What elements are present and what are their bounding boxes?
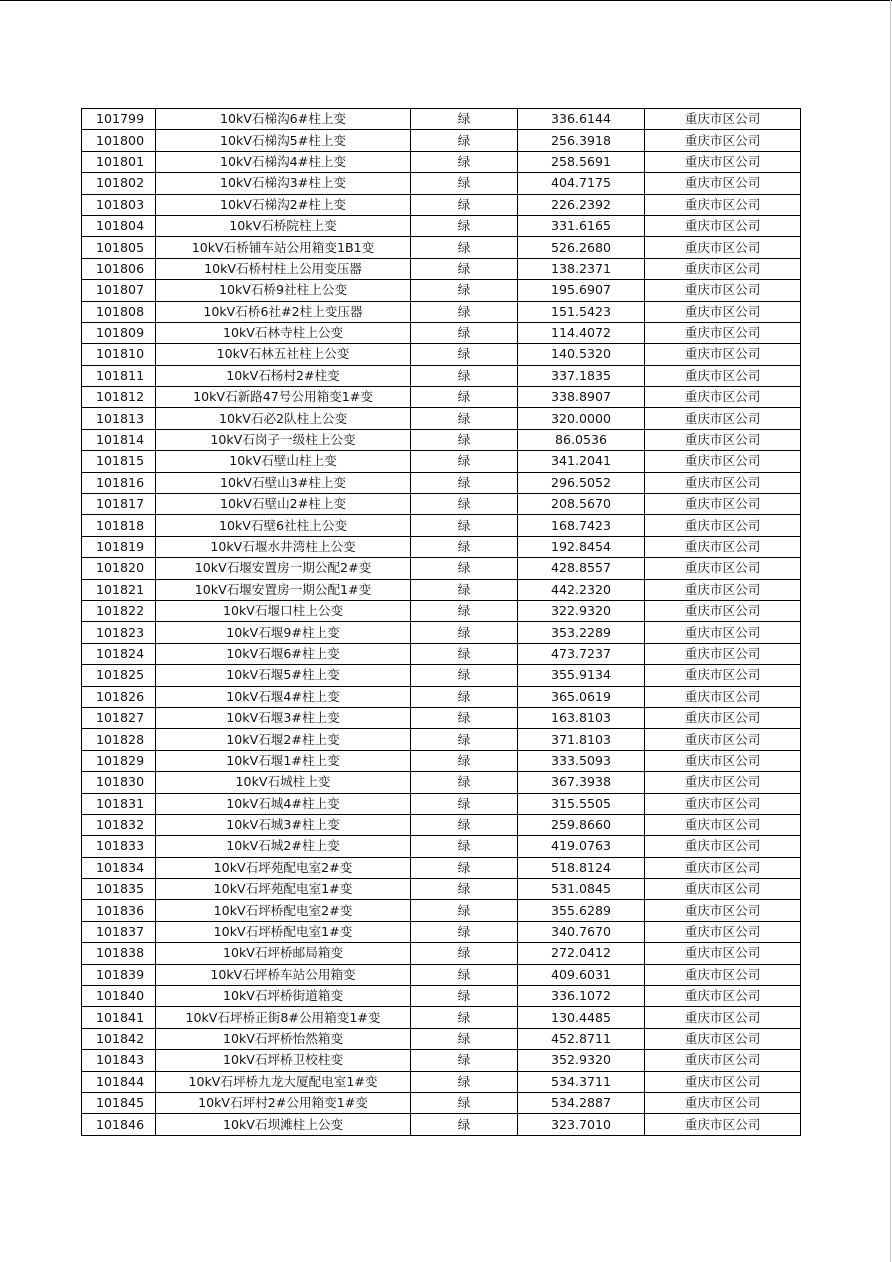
row-company-cell: 重庆市区公司 xyxy=(645,472,801,493)
row-company-cell: 重庆市区公司 xyxy=(645,600,801,621)
row-value-cell: 531.0845 xyxy=(518,879,645,900)
row-value-cell: 323.7010 xyxy=(518,1114,645,1135)
row-color-cell: 绿 xyxy=(411,900,518,921)
row-id-cell: 101799 xyxy=(82,109,156,130)
table-row xyxy=(82,280,801,301)
table-row xyxy=(82,387,801,408)
row-company-cell: 重庆市区公司 xyxy=(645,344,801,365)
row-id-cell: 101836 xyxy=(82,900,156,921)
row-id-cell: 101827 xyxy=(82,707,156,728)
row-name-cell: 10kV石桥9社柱上公变 xyxy=(156,280,411,301)
row-value-cell: 333.5093 xyxy=(518,750,645,771)
row-name-cell: 10kV石坪桥配电室2#变 xyxy=(156,900,411,921)
row-color-cell: 绿 xyxy=(411,536,518,557)
row-name-cell: 10kV石堰1#柱上变 xyxy=(156,750,411,771)
row-company-cell: 重庆市区公司 xyxy=(645,215,801,236)
table-row xyxy=(82,1028,801,1049)
row-company-cell: 重庆市区公司 xyxy=(645,258,801,279)
table-row xyxy=(82,1007,801,1028)
row-company-cell: 重庆市区公司 xyxy=(645,558,801,579)
row-name-cell: 10kV石坪村2#公用箱变1#变 xyxy=(156,1092,411,1113)
row-id-cell: 101831 xyxy=(82,793,156,814)
row-value-cell: 355.6289 xyxy=(518,900,645,921)
row-company-cell: 重庆市区公司 xyxy=(645,301,801,322)
row-company-cell: 重庆市区公司 xyxy=(645,151,801,172)
row-company-cell: 重庆市区公司 xyxy=(645,921,801,942)
row-color-cell: 绿 xyxy=(411,750,518,771)
row-color-cell: 绿 xyxy=(411,1007,518,1028)
table-row xyxy=(82,1114,801,1135)
row-name-cell: 10kV石堰水井湾柱上公变 xyxy=(156,536,411,557)
row-value-cell: 419.0763 xyxy=(518,836,645,857)
table-row xyxy=(82,665,801,686)
row-company-cell: 重庆市区公司 xyxy=(645,943,801,964)
row-color-cell: 绿 xyxy=(411,686,518,707)
row-color-cell: 绿 xyxy=(411,365,518,386)
row-value-cell: 353.2289 xyxy=(518,622,645,643)
row-id-cell: 101809 xyxy=(82,322,156,343)
row-id-cell: 101845 xyxy=(82,1092,156,1113)
row-value-cell: 365.0619 xyxy=(518,686,645,707)
row-value-cell: 258.5691 xyxy=(518,151,645,172)
table-row xyxy=(82,1092,801,1113)
row-id-cell: 101818 xyxy=(82,515,156,536)
table-row xyxy=(82,130,801,151)
table-row xyxy=(82,215,801,236)
row-company-cell: 重庆市区公司 xyxy=(645,173,801,194)
row-company-cell: 重庆市区公司 xyxy=(645,643,801,664)
row-id-cell: 101843 xyxy=(82,1050,156,1071)
row-id-cell: 101801 xyxy=(82,151,156,172)
row-name-cell: 10kV石壁山2#柱上变 xyxy=(156,494,411,515)
row-id-cell: 101824 xyxy=(82,643,156,664)
row-name-cell: 10kV石坪苑配电室1#变 xyxy=(156,879,411,900)
row-company-cell: 重庆市区公司 xyxy=(645,686,801,707)
row-value-cell: 272.0412 xyxy=(518,943,645,964)
table-row xyxy=(82,964,801,985)
table-row xyxy=(82,237,801,258)
row-company-cell: 重庆市区公司 xyxy=(645,1114,801,1135)
row-color-cell: 绿 xyxy=(411,215,518,236)
row-color-cell: 绿 xyxy=(411,665,518,686)
table-row xyxy=(82,365,801,386)
row-name-cell: 10kV石坪桥配电室1#变 xyxy=(156,921,411,942)
row-value-cell: 256.3918 xyxy=(518,130,645,151)
page-right-border xyxy=(890,0,891,1262)
row-name-cell: 10kV石堰5#柱上变 xyxy=(156,665,411,686)
row-name-cell: 10kV石壁山3#柱上变 xyxy=(156,472,411,493)
row-value-cell: 473.7237 xyxy=(518,643,645,664)
row-value-cell: 355.9134 xyxy=(518,665,645,686)
row-color-cell: 绿 xyxy=(411,836,518,857)
row-name-cell: 10kV石坪桥正街8#公用箱变1#变 xyxy=(156,1007,411,1028)
row-id-cell: 101830 xyxy=(82,772,156,793)
row-id-cell: 101802 xyxy=(82,173,156,194)
row-color-cell: 绿 xyxy=(411,344,518,365)
table-row xyxy=(82,408,801,429)
row-value-cell: 130.4485 xyxy=(518,1007,645,1028)
row-color-cell: 绿 xyxy=(411,857,518,878)
table-row xyxy=(82,494,801,515)
table-row xyxy=(82,429,801,450)
row-company-cell: 重庆市区公司 xyxy=(645,237,801,258)
row-id-cell: 101811 xyxy=(82,365,156,386)
row-value-cell: 452.8711 xyxy=(518,1028,645,1049)
row-id-cell: 101819 xyxy=(82,536,156,557)
row-value-cell: 371.8103 xyxy=(518,729,645,750)
row-company-cell: 重庆市区公司 xyxy=(645,429,801,450)
row-name-cell: 10kV石梯沟4#柱上变 xyxy=(156,151,411,172)
row-name-cell: 10kV石林五社柱上公变 xyxy=(156,344,411,365)
table-row xyxy=(82,472,801,493)
row-company-cell: 重庆市区公司 xyxy=(645,857,801,878)
row-id-cell: 101842 xyxy=(82,1028,156,1049)
row-name-cell: 10kV石新路47号公用箱变1#变 xyxy=(156,387,411,408)
table-row xyxy=(82,793,801,814)
row-color-cell: 绿 xyxy=(411,1092,518,1113)
row-color-cell: 绿 xyxy=(411,194,518,215)
row-company-cell: 重庆市区公司 xyxy=(645,836,801,857)
row-company-cell: 重庆市区公司 xyxy=(645,707,801,728)
transformer-table xyxy=(81,108,801,1136)
row-value-cell: 168.7423 xyxy=(518,515,645,536)
table-row xyxy=(82,322,801,343)
row-color-cell: 绿 xyxy=(411,579,518,600)
row-color-cell: 绿 xyxy=(411,322,518,343)
row-company-cell: 重庆市区公司 xyxy=(645,1050,801,1071)
row-name-cell: 10kV石坪桥卫校柱变 xyxy=(156,1050,411,1071)
row-company-cell: 重庆市区公司 xyxy=(645,1092,801,1113)
table-row xyxy=(82,643,801,664)
row-company-cell: 重庆市区公司 xyxy=(645,814,801,835)
row-company-cell: 重庆市区公司 xyxy=(645,879,801,900)
row-color-cell: 绿 xyxy=(411,387,518,408)
row-id-cell: 101837 xyxy=(82,921,156,942)
row-company-cell: 重庆市区公司 xyxy=(645,536,801,557)
row-name-cell: 10kV石城2#柱上变 xyxy=(156,836,411,857)
row-name-cell: 10kV石城柱上变 xyxy=(156,772,411,793)
row-company-cell: 重庆市区公司 xyxy=(645,579,801,600)
row-name-cell: 10kV石杨村2#柱变 xyxy=(156,365,411,386)
row-company-cell: 重庆市区公司 xyxy=(645,1028,801,1049)
row-value-cell: 534.2887 xyxy=(518,1092,645,1113)
row-id-cell: 101820 xyxy=(82,558,156,579)
row-name-cell: 10kV石堰安置房一期公配1#变 xyxy=(156,579,411,600)
row-id-cell: 101839 xyxy=(82,964,156,985)
row-id-cell: 101806 xyxy=(82,258,156,279)
row-color-cell: 绿 xyxy=(411,943,518,964)
row-color-cell: 绿 xyxy=(411,130,518,151)
row-value-cell: 151.5423 xyxy=(518,301,645,322)
table-row xyxy=(82,707,801,728)
row-id-cell: 101810 xyxy=(82,344,156,365)
row-id-cell: 101822 xyxy=(82,600,156,621)
row-value-cell: 226.2392 xyxy=(518,194,645,215)
row-name-cell: 10kV石梯沟6#柱上变 xyxy=(156,109,411,130)
row-color-cell: 绿 xyxy=(411,301,518,322)
row-name-cell: 10kV石必2队柱上公变 xyxy=(156,408,411,429)
row-id-cell: 101803 xyxy=(82,194,156,215)
row-id-cell: 101829 xyxy=(82,750,156,771)
row-name-cell: 10kV石堰安置房一期公配2#变 xyxy=(156,558,411,579)
row-company-cell: 重庆市区公司 xyxy=(645,1007,801,1028)
row-value-cell: 409.6031 xyxy=(518,964,645,985)
row-name-cell: 10kV石桥村柱上公用变压器 xyxy=(156,258,411,279)
table-row xyxy=(82,1050,801,1071)
row-company-cell: 重庆市区公司 xyxy=(645,130,801,151)
row-color-cell: 绿 xyxy=(411,429,518,450)
row-company-cell: 重庆市区公司 xyxy=(645,622,801,643)
row-id-cell: 101838 xyxy=(82,943,156,964)
table-row xyxy=(82,173,801,194)
row-id-cell: 101834 xyxy=(82,857,156,878)
row-color-cell: 绿 xyxy=(411,173,518,194)
row-color-cell: 绿 xyxy=(411,472,518,493)
row-value-cell: 526.2680 xyxy=(518,237,645,258)
row-company-cell: 重庆市区公司 xyxy=(645,109,801,130)
row-id-cell: 101833 xyxy=(82,836,156,857)
row-name-cell: 10kV石梯沟3#柱上变 xyxy=(156,173,411,194)
row-color-cell: 绿 xyxy=(411,964,518,985)
row-id-cell: 101826 xyxy=(82,686,156,707)
row-value-cell: 140.5320 xyxy=(518,344,645,365)
table-row xyxy=(82,814,801,835)
table-row xyxy=(82,151,801,172)
row-value-cell: 338.8907 xyxy=(518,387,645,408)
row-name-cell: 10kV石坪桥车站公用箱变 xyxy=(156,964,411,985)
row-id-cell: 101828 xyxy=(82,729,156,750)
row-name-cell: 10kV石堰3#柱上变 xyxy=(156,707,411,728)
row-color-cell: 绿 xyxy=(411,643,518,664)
table-row xyxy=(82,921,801,942)
row-name-cell: 10kV石壁山柱上变 xyxy=(156,451,411,472)
row-id-cell: 101840 xyxy=(82,986,156,1007)
row-id-cell: 101823 xyxy=(82,622,156,643)
table-row xyxy=(82,579,801,600)
table-row xyxy=(82,750,801,771)
row-company-cell: 重庆市区公司 xyxy=(645,387,801,408)
row-company-cell: 重庆市区公司 xyxy=(645,772,801,793)
row-color-cell: 绿 xyxy=(411,109,518,130)
row-company-cell: 重庆市区公司 xyxy=(645,793,801,814)
row-id-cell: 101805 xyxy=(82,237,156,258)
row-value-cell: 404.7175 xyxy=(518,173,645,194)
row-name-cell: 10kV石桥6社#2柱上变压器 xyxy=(156,301,411,322)
row-value-cell: 114.4072 xyxy=(518,322,645,343)
row-company-cell: 重庆市区公司 xyxy=(645,900,801,921)
row-id-cell: 101804 xyxy=(82,215,156,236)
row-company-cell: 重庆市区公司 xyxy=(645,665,801,686)
row-value-cell: 320.0000 xyxy=(518,408,645,429)
row-name-cell: 10kV石林寺柱上公变 xyxy=(156,322,411,343)
row-name-cell: 10kV石梯沟2#柱上变 xyxy=(156,194,411,215)
row-id-cell: 101814 xyxy=(82,429,156,450)
row-color-cell: 绿 xyxy=(411,515,518,536)
row-value-cell: 208.5670 xyxy=(518,494,645,515)
row-id-cell: 101808 xyxy=(82,301,156,322)
row-id-cell: 101835 xyxy=(82,879,156,900)
row-color-cell: 绿 xyxy=(411,1050,518,1071)
row-color-cell: 绿 xyxy=(411,408,518,429)
row-value-cell: 367.3938 xyxy=(518,772,645,793)
row-id-cell: 101812 xyxy=(82,387,156,408)
row-company-cell: 重庆市区公司 xyxy=(645,964,801,985)
table-row xyxy=(82,194,801,215)
row-value-cell: 341.2041 xyxy=(518,451,645,472)
row-value-cell: 340.7670 xyxy=(518,921,645,942)
row-company-cell: 重庆市区公司 xyxy=(645,750,801,771)
row-value-cell: 86.0536 xyxy=(518,429,645,450)
row-name-cell: 10kV石桥院柱上变 xyxy=(156,215,411,236)
row-value-cell: 296.5052 xyxy=(518,472,645,493)
row-color-cell: 绿 xyxy=(411,814,518,835)
row-value-cell: 336.1072 xyxy=(518,986,645,1007)
row-id-cell: 101813 xyxy=(82,408,156,429)
row-value-cell: 352.9320 xyxy=(518,1050,645,1071)
row-color-cell: 绿 xyxy=(411,879,518,900)
row-color-cell: 绿 xyxy=(411,921,518,942)
table-row xyxy=(82,536,801,557)
row-id-cell: 101817 xyxy=(82,494,156,515)
row-color-cell: 绿 xyxy=(411,451,518,472)
row-id-cell: 101844 xyxy=(82,1071,156,1092)
row-name-cell: 10kV石堰4#柱上变 xyxy=(156,686,411,707)
row-id-cell: 101816 xyxy=(82,472,156,493)
row-company-cell: 重庆市区公司 xyxy=(645,451,801,472)
row-name-cell: 10kV石城3#柱上变 xyxy=(156,814,411,835)
row-color-cell: 绿 xyxy=(411,558,518,579)
table-row xyxy=(82,344,801,365)
row-value-cell: 534.3711 xyxy=(518,1071,645,1092)
row-color-cell: 绿 xyxy=(411,280,518,301)
row-name-cell: 10kV石堰2#柱上变 xyxy=(156,729,411,750)
table-row xyxy=(82,622,801,643)
row-name-cell: 10kV石坝滩柱上公变 xyxy=(156,1114,411,1135)
row-color-cell: 绿 xyxy=(411,1114,518,1135)
row-color-cell: 绿 xyxy=(411,258,518,279)
row-name-cell: 10kV石桥铺车站公用箱变1B1变 xyxy=(156,237,411,258)
row-color-cell: 绿 xyxy=(411,986,518,1007)
row-company-cell: 重庆市区公司 xyxy=(645,280,801,301)
row-id-cell: 101807 xyxy=(82,280,156,301)
row-id-cell: 101825 xyxy=(82,665,156,686)
table-row xyxy=(82,258,801,279)
table-row xyxy=(82,558,801,579)
table-row xyxy=(82,943,801,964)
row-value-cell: 322.9320 xyxy=(518,600,645,621)
row-name-cell: 10kV石坪桥怡然箱变 xyxy=(156,1028,411,1049)
row-name-cell: 10kV石坪桥九龙大厦配电室1#变 xyxy=(156,1071,411,1092)
row-id-cell: 101821 xyxy=(82,579,156,600)
row-company-cell: 重庆市区公司 xyxy=(645,322,801,343)
row-company-cell: 重庆市区公司 xyxy=(645,515,801,536)
row-color-cell: 绿 xyxy=(411,494,518,515)
row-value-cell: 163.8103 xyxy=(518,707,645,728)
row-value-cell: 331.6165 xyxy=(518,215,645,236)
page-top-border xyxy=(0,0,892,1)
row-value-cell: 442.2320 xyxy=(518,579,645,600)
row-name-cell: 10kV石堰9#柱上变 xyxy=(156,622,411,643)
row-color-cell: 绿 xyxy=(411,1071,518,1092)
row-company-cell: 重庆市区公司 xyxy=(645,194,801,215)
table-row xyxy=(82,1071,801,1092)
row-value-cell: 192.8454 xyxy=(518,536,645,557)
row-id-cell: 101815 xyxy=(82,451,156,472)
row-company-cell: 重庆市区公司 xyxy=(645,729,801,750)
row-color-cell: 绿 xyxy=(411,707,518,728)
table-row xyxy=(82,986,801,1007)
table-row xyxy=(82,879,801,900)
row-name-cell: 10kV石堰6#柱上变 xyxy=(156,643,411,664)
row-id-cell: 101841 xyxy=(82,1007,156,1028)
table-row xyxy=(82,600,801,621)
row-company-cell: 重庆市区公司 xyxy=(645,986,801,1007)
table-row xyxy=(82,857,801,878)
table-row xyxy=(82,109,801,130)
row-value-cell: 336.6144 xyxy=(518,109,645,130)
row-name-cell: 10kV石岗子一级柱上公变 xyxy=(156,429,411,450)
row-name-cell: 10kV石坪桥街道箱变 xyxy=(156,986,411,1007)
row-value-cell: 518.8124 xyxy=(518,857,645,878)
row-id-cell: 101800 xyxy=(82,130,156,151)
table-row xyxy=(82,836,801,857)
table-row xyxy=(82,686,801,707)
row-name-cell: 10kV石坪桥邮局箱变 xyxy=(156,943,411,964)
row-company-cell: 重庆市区公司 xyxy=(645,408,801,429)
row-color-cell: 绿 xyxy=(411,1028,518,1049)
row-company-cell: 重庆市区公司 xyxy=(645,1071,801,1092)
row-name-cell: 10kV石坪苑配电室2#变 xyxy=(156,857,411,878)
row-color-cell: 绿 xyxy=(411,772,518,793)
table-row xyxy=(82,772,801,793)
row-name-cell: 10kV石城4#柱上变 xyxy=(156,793,411,814)
row-value-cell: 337.1835 xyxy=(518,365,645,386)
row-color-cell: 绿 xyxy=(411,237,518,258)
row-id-cell: 101832 xyxy=(82,814,156,835)
table-row xyxy=(82,900,801,921)
table-row xyxy=(82,451,801,472)
table-row xyxy=(82,729,801,750)
row-id-cell: 101846 xyxy=(82,1114,156,1135)
row-company-cell: 重庆市区公司 xyxy=(645,365,801,386)
row-color-cell: 绿 xyxy=(411,793,518,814)
table-body xyxy=(82,109,801,1136)
table-row xyxy=(82,515,801,536)
row-value-cell: 259.8660 xyxy=(518,814,645,835)
row-value-cell: 428.8557 xyxy=(518,558,645,579)
table-row xyxy=(82,301,801,322)
row-name-cell: 10kV石壁6社柱上公变 xyxy=(156,515,411,536)
row-company-cell: 重庆市区公司 xyxy=(645,494,801,515)
row-color-cell: 绿 xyxy=(411,600,518,621)
row-name-cell: 10kV石堰口柱上公变 xyxy=(156,600,411,621)
row-value-cell: 315.5505 xyxy=(518,793,645,814)
row-color-cell: 绿 xyxy=(411,729,518,750)
row-name-cell: 10kV石梯沟5#柱上变 xyxy=(156,130,411,151)
row-color-cell: 绿 xyxy=(411,151,518,172)
row-value-cell: 138.2371 xyxy=(518,258,645,279)
row-color-cell: 绿 xyxy=(411,622,518,643)
row-value-cell: 195.6907 xyxy=(518,280,645,301)
